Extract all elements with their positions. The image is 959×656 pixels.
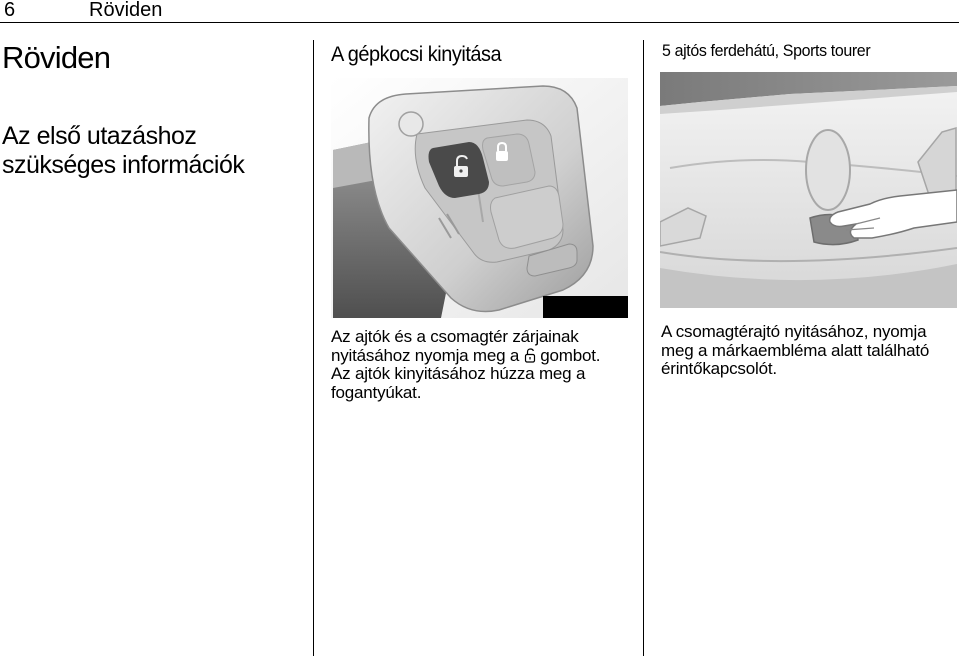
header-rule <box>0 22 959 23</box>
paragraph-line: Az ajtók kinyitásához húzza meg a <box>331 364 586 384</box>
paragraph-line: A csomagtérajtó nyitásához, nyomja <box>661 322 927 341</box>
section-title <box>2 122 307 180</box>
column-divider-left <box>313 40 314 656</box>
section-title-line: szükséges információk <box>2 151 245 179</box>
release-button <box>399 112 423 136</box>
right-paragraph <box>661 323 959 379</box>
paragraph-text: nyitásához nyomja meg a <box>331 345 520 365</box>
paragraph-line: érintőkapcsolót. <box>661 359 777 379</box>
paragraph-line <box>331 347 631 366</box>
chapter-title: Röviden <box>2 40 111 75</box>
mid-paragraph <box>331 328 631 402</box>
paragraph-line: fogantyúkat. <box>331 382 422 402</box>
paragraph-line: meg a márkaembléma alatt található <box>661 340 930 360</box>
running-title: Röviden <box>89 0 163 21</box>
car-key-remote-icon <box>331 78 628 318</box>
paragraph-line: Az ajtók és a csomagtér zárjainak <box>331 327 579 346</box>
middle-column <box>331 40 631 70</box>
column-divider-right <box>643 40 644 656</box>
left-column <box>2 36 307 180</box>
section-title-line: Az első utazáshoz <box>2 122 197 150</box>
paragraph-text: gombot. <box>540 345 601 365</box>
right-heading: 5 ajtós ferdehátú, Sports tourer <box>662 41 871 60</box>
page-header <box>0 0 959 22</box>
tailgate-handle-icon <box>660 72 957 308</box>
page-number: 6 <box>4 0 16 21</box>
mid-heading: A gépkocsi kinyitása <box>331 43 502 66</box>
brand-emblem <box>806 130 850 210</box>
unlock-symbol-icon <box>524 348 536 363</box>
